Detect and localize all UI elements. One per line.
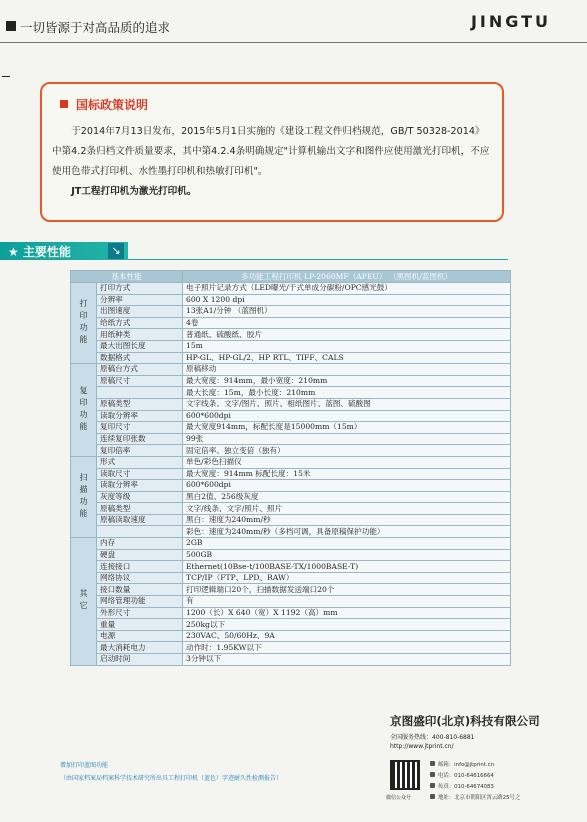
features-rule <box>128 259 508 260</box>
header-slogan: 一切皆源于对高品质的追求 <box>20 20 171 35</box>
table-row <box>71 364 511 376</box>
spec-key: 原稿台方式 <box>97 364 183 376</box>
policy-title-text: 国标政策说明 <box>76 98 149 112</box>
spec-key: 电源 <box>97 630 183 642</box>
table-row <box>71 422 511 434</box>
table-row <box>71 329 511 341</box>
spec-value: 99张 <box>183 433 511 445</box>
policy-paragraph: 于2014年7月13日发布，2015年5月1日实施的《建设工程文件归档规范，GB/T 50328-2014》中第4.2条归档文件质量要求，其中第4.2.4条明确规定"计算机输出文字和图件应使用激光打印机，不应使用色带式打印机、水性墨打印机和热敏打印机"。 <box>52 126 490 177</box>
spec-value: 600*600dpi <box>183 410 511 422</box>
spec-key: 原稿读取速度 <box>97 514 183 526</box>
spec-value: 4卷 <box>183 317 511 329</box>
spec-category: 其它 <box>71 538 97 666</box>
spec-key: 内存 <box>97 538 183 550</box>
spec-key: 出图速度 <box>97 306 183 318</box>
spec-value: 固定倍率、独立变倍（独有） <box>183 445 511 457</box>
brand-name: JINGTU <box>470 12 551 31</box>
spec-category: 复印功能 <box>71 364 97 457</box>
company-website[interactable]: http://www.jtprint.cn/ <box>390 743 454 750</box>
spec-value: 动作时：1.95KW以下 <box>183 642 511 654</box>
table-row <box>71 468 511 480</box>
spec-value: 230VAC、50/60Hz、9A <box>183 630 511 642</box>
spec-value: 最大宽度：914mm 标配长度：15米 <box>183 468 511 480</box>
spec-key: 读取尺寸 <box>97 468 183 480</box>
qr-label: 微信公众号 <box>386 795 412 801</box>
table-header-cell: 多功能工程打印机 LP-2060MF（APEU） （黑图机/蓝图机） <box>183 271 511 283</box>
spec-value: 最大宽度：914mm，最小宽度：210mm <box>183 375 511 387</box>
spec-value: 普通纸、硫酸纸、胶片 <box>183 329 511 341</box>
spec-key: 读取分辨率 <box>97 410 183 422</box>
contact-text: 地址：北京市朝阳区霄云路25号之 <box>438 795 521 801</box>
contact-address <box>430 793 520 801</box>
spec-value: 文字线条、文字/图片、照片、相纸图片、蓝图、硫酸图 <box>183 398 511 410</box>
square-bullet-icon <box>60 100 68 108</box>
spec-value: 最大宽度914mm，标配长度是15000mm（15m） <box>183 422 511 434</box>
table-row <box>71 398 511 410</box>
table-row <box>71 607 511 619</box>
spec-key: 启动时间 <box>97 654 183 666</box>
spec-value: 原稿移动 <box>183 364 511 376</box>
spec-value: 黑白2值、256级灰度 <box>183 491 511 503</box>
table-row <box>71 584 511 596</box>
spec-key: 打印方式 <box>97 283 183 295</box>
mail-icon <box>430 761 435 766</box>
table-row <box>71 352 511 364</box>
table-row <box>71 526 511 538</box>
qr-code-icon <box>390 760 420 790</box>
spec-value: Ethernet(10Bse-t/100BASE-TX/1000BASE-T) <box>183 561 511 573</box>
margin-tick <box>2 76 10 77</box>
spec-category: 扫描功能 <box>71 456 97 537</box>
square-bullet-icon <box>6 21 16 31</box>
spec-key: 分辨率 <box>97 294 183 306</box>
spec-key: 原稿类型 <box>97 398 183 410</box>
spec-key: 最大消耗电力 <box>97 642 183 654</box>
policy-paragraph: JT工程打印机为激光打印机。 <box>71 186 197 197</box>
spec-value: 电子照片记录方式（LED曝光/干式单成分碳粉/OPC感光鼓） <box>183 283 511 295</box>
table-row <box>71 340 511 352</box>
table-row <box>71 456 511 468</box>
spec-key: 读取分辨率 <box>97 480 183 492</box>
spec-key: 用纸种类 <box>97 329 183 341</box>
spec-key: 接口数量 <box>97 584 183 596</box>
spec-key: 连接接口 <box>97 561 183 573</box>
features-title: ★ 主要性能 <box>8 245 71 259</box>
spec-value: 彩色：速度为240mm/秒（多档可调，具备原稿保护功能） <box>183 526 511 538</box>
spec-value: 最大长度：15m，最小长度：210mm <box>183 387 511 399</box>
spec-value: 黑白：速度为240mm/秒 <box>183 514 511 526</box>
spec-value: 600*600dpi <box>183 480 511 492</box>
spec-value: 2GB <box>183 538 511 550</box>
contact-text: 邮箱：info@jtprint.cn <box>438 762 495 768</box>
spec-value: 文字/线条、文字/照片、照片 <box>183 503 511 515</box>
spec-value: 250kg以下 <box>183 619 511 631</box>
fax-icon <box>430 783 435 788</box>
table-row <box>71 375 511 387</box>
table-row <box>71 294 511 306</box>
note-line: 增加打印蓝图功能 <box>60 762 109 769</box>
spec-value: 有 <box>183 596 511 608</box>
table-row <box>71 433 511 445</box>
table-row <box>71 619 511 631</box>
table-row <box>71 654 511 666</box>
note-line: （由国家档案局档案科学技术研究所出具工程打印机（蓝色）字迹耐久性检测报告） <box>60 775 283 782</box>
contact-phone <box>430 771 494 779</box>
spec-value: 500GB <box>183 549 511 561</box>
contact-text: 传真：010-64674083 <box>438 784 494 790</box>
policy-title <box>60 96 148 113</box>
table-header-cell: 基本性能 <box>71 271 183 283</box>
spec-key: 原稿类型 <box>97 503 183 515</box>
policy-box <box>40 82 504 222</box>
spec-table-body <box>71 283 511 666</box>
table-row <box>71 596 511 608</box>
table-row <box>71 317 511 329</box>
policy-text <box>52 122 492 202</box>
spec-key: 给纸方式 <box>97 317 183 329</box>
spec-value: 1200（长）X 640（宽）X 1192（高）mm <box>183 607 511 619</box>
table-row <box>71 491 511 503</box>
table-header-row <box>71 271 511 283</box>
spec-value: 打印逻辑端口20个，扫描数据发送端口20个 <box>183 584 511 596</box>
header-divider <box>0 42 587 43</box>
table-row <box>71 561 511 573</box>
spec-value: HP-GL、HP-GL/2、HP RTL、TIFF、CALS <box>183 352 511 364</box>
table-row <box>71 514 511 526</box>
table-row <box>71 538 511 550</box>
spec-value: 13张A1/分钟 （蓝图机） <box>183 306 511 318</box>
table-row <box>71 480 511 492</box>
table-row <box>71 387 511 399</box>
spec-key: 数据格式 <box>97 352 183 364</box>
table-row <box>71 410 511 422</box>
table-row <box>71 503 511 515</box>
spec-key: 最大出图长度 <box>97 340 183 352</box>
spec-key: 网络协议 <box>97 572 183 584</box>
spec-key: 硬盘 <box>97 549 183 561</box>
spec-value: 3分钟以下 <box>183 654 511 666</box>
page-header <box>0 0 587 52</box>
spec-category: 打印功能 <box>71 283 97 364</box>
spec-key <box>97 526 183 538</box>
table-row <box>71 642 511 654</box>
spec-value: 15m <box>183 340 511 352</box>
spec-key: 形式 <box>97 456 183 468</box>
table-row <box>71 445 511 457</box>
phone-icon <box>430 772 435 777</box>
spec-value: 单色/彩色扫描仪 <box>183 456 511 468</box>
spec-key: 复印尺寸 <box>97 422 183 434</box>
spec-value: TCP/IP（FTP、LPD、RAW） <box>183 572 511 584</box>
spec-key: 网络管理功能 <box>97 596 183 608</box>
spec-key: 外形尺寸 <box>97 607 183 619</box>
table-row <box>71 572 511 584</box>
spec-table <box>70 270 511 666</box>
contact-email <box>430 760 494 768</box>
contact-text: 电话：010-64616664 <box>438 773 494 779</box>
company-name: 京图盛印(北京)科技有限公司 <box>390 714 540 728</box>
spec-key: 重量 <box>97 619 183 631</box>
service-hotline: 全国服务热线：400-810-6881 <box>390 734 475 741</box>
spec-key: 灰度等级 <box>97 491 183 503</box>
spec-key: 原稿尺寸 <box>97 375 183 387</box>
table-row <box>71 306 511 318</box>
spec-value: 600 X 1200 dpi <box>183 294 511 306</box>
table-row <box>71 283 511 295</box>
spec-key: 连续复印张数 <box>97 433 183 445</box>
spec-key <box>97 387 183 399</box>
table-row <box>71 630 511 642</box>
arrow-down-right-icon: ↘ <box>108 243 124 259</box>
table-row <box>71 549 511 561</box>
location-icon <box>430 794 435 799</box>
spec-key: 复印倍率 <box>97 445 183 457</box>
contact-fax <box>430 782 494 790</box>
